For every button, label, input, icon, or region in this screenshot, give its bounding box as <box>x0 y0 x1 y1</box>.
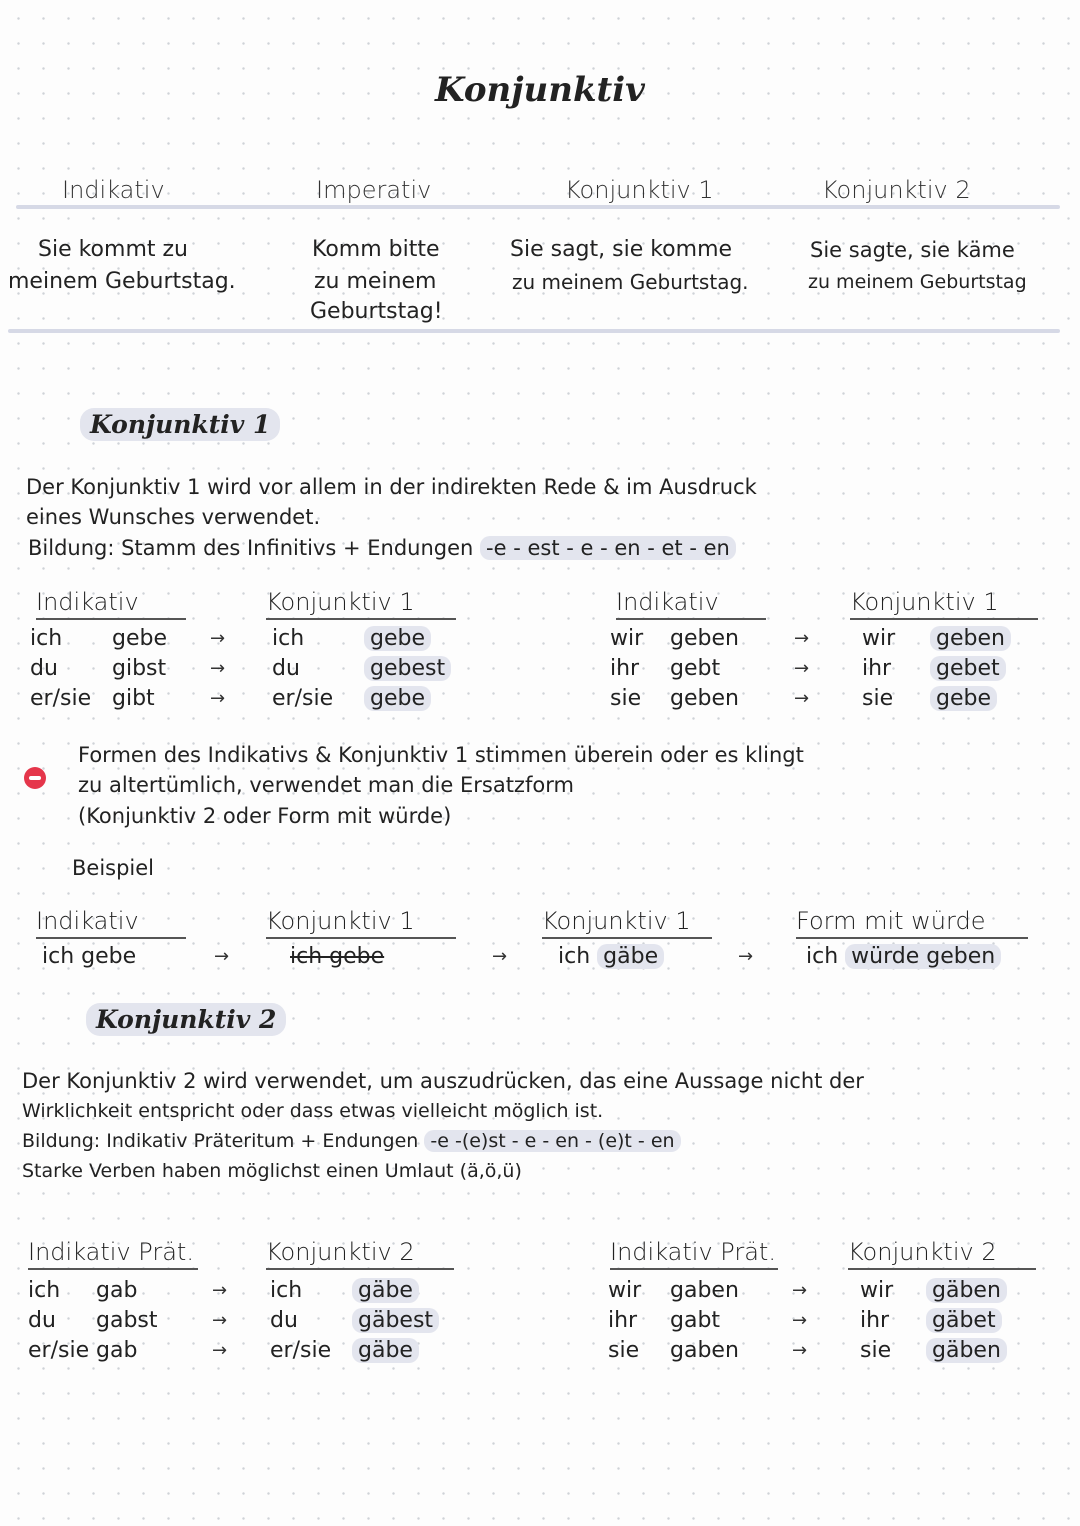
k1-arrows-pl <box>794 624 809 714</box>
pronoun: du <box>270 1308 298 1333</box>
arrow-icon: → <box>738 946 754 967</box>
overview-example-konjunktiv2-2: zu meinem Geburtstag <box>808 271 1027 293</box>
divider-bottom <box>8 329 1060 333</box>
example-konjunktiv1-replacement <box>558 942 664 972</box>
pronoun: du <box>272 656 300 681</box>
k1-bildung-text: Bildung: Stamm des Infinitivs + Endungen <box>28 536 474 560</box>
k2-pron-sg-k <box>270 1276 331 1366</box>
overview-example-konjunktiv1-1: Sie sagt, sie komme <box>510 237 733 262</box>
verb-form: gebe <box>364 686 431 711</box>
pronoun: er/sie <box>30 686 92 711</box>
verb-form: würde geben <box>845 944 1001 969</box>
overview-header-imperativ: Imperativ <box>316 176 432 204</box>
verb-form: gab <box>96 1278 138 1303</box>
warning-line2: zu altertümlich, verwendet man die Ersatzform <box>78 773 574 797</box>
k2-k-sg <box>352 1276 439 1366</box>
example-konjunktiv1-struck: ich gebe <box>290 944 385 969</box>
verb-form: gebest <box>364 656 451 681</box>
pronoun: sie <box>608 1338 640 1363</box>
example-indikativ-value: ich gebe <box>42 944 137 969</box>
k2-description-line2: Wirklichkeit entspricht oder dass etwas vielleicht möglich ist. <box>22 1100 604 1122</box>
pronoun: sie <box>610 686 642 711</box>
arrow-icon: → <box>492 946 508 967</box>
overview-header-indikativ: Indikativ <box>62 176 165 204</box>
arrow-icon: → <box>210 628 226 649</box>
verb-form: geben <box>930 626 1011 651</box>
arrow-icon: → <box>792 1310 808 1331</box>
pronoun: ihr <box>860 1308 890 1333</box>
k2-description-line1: Der Konjunktiv 2 wird verwendet, um auszudrücken, das eine Aussage nicht der <box>22 1069 864 1093</box>
overview-example-imperativ-2: zu meinem <box>314 269 437 294</box>
pronoun: du <box>30 656 58 681</box>
k1-description-line1: Der Konjunktiv 1 wird vor allem in der indirekten Rede & im Ausdruck <box>26 475 757 499</box>
verb-form: gebe <box>112 626 167 651</box>
pronoun: ich <box>272 626 305 651</box>
k1-k-sg <box>364 624 451 714</box>
pronoun: ich <box>270 1278 303 1303</box>
k1-ind-sg <box>112 624 167 714</box>
pronoun: ich <box>30 626 63 651</box>
k1-table-right-header-konjunktiv: Konjunktiv 1 <box>850 588 1038 620</box>
overview-example-imperativ-1: Komm bitte <box>312 237 440 262</box>
verb-form: gäbe <box>352 1278 419 1303</box>
k2-pronouns-sg <box>28 1276 89 1366</box>
verb-form: gibst <box>112 656 167 681</box>
pronoun: ihr <box>608 1308 638 1333</box>
verb-form: gebet <box>930 656 1006 681</box>
pronoun: wir <box>610 626 644 651</box>
beispiel-label: Beispiel <box>72 856 155 880</box>
k2-bildung <box>22 1126 681 1156</box>
pronoun: wir <box>608 1278 642 1303</box>
k2-bildung-text: Bildung: Indikativ Präteritum + Endungen <box>22 1130 419 1152</box>
k1-k-pl <box>930 624 1011 714</box>
k2-table-right-header-indikativ: Indikativ Prät. <box>610 1238 778 1270</box>
overview-example-indikativ-2: meinem Geburtstag. <box>8 269 236 294</box>
verb-form: gebt <box>670 656 721 681</box>
pronoun: sie <box>860 1338 892 1363</box>
verb-form: gabst <box>96 1308 158 1333</box>
pronoun: er/sie <box>270 1338 332 1363</box>
k1-table-right-header-indikativ: Indikativ <box>616 588 766 620</box>
arrow-icon: → <box>212 1310 228 1331</box>
verb-form: gäbe <box>352 1338 419 1363</box>
divider-top <box>16 205 1060 209</box>
arrow-icon: → <box>794 688 810 709</box>
k1-table-left-header-indikativ: Indikativ <box>36 588 186 620</box>
section-heading-konjunktiv1: Konjunktiv 1 <box>80 408 280 441</box>
verb-form: gäbet <box>926 1308 1002 1333</box>
k2-k-pl <box>926 1276 1007 1366</box>
example-header-wuerde: Form mit würde <box>796 907 1028 939</box>
overview-header-konjunktiv2: Konjunktiv 2 <box>822 176 971 204</box>
warning-line3: (Konjunktiv 2 oder Form mit würde) <box>78 804 452 828</box>
k2-arrows-sg <box>212 1276 227 1366</box>
verb-form: gaben <box>670 1338 739 1363</box>
overview-example-konjunktiv2-1: Sie sagte, sie käme <box>810 238 1015 262</box>
pronoun: er/sie <box>28 1338 90 1363</box>
arrow-icon: → <box>212 1340 228 1361</box>
overview-example-imperativ-3: Geburtstag! <box>310 299 443 324</box>
k1-arrows-sg <box>210 624 225 714</box>
arrow-icon: → <box>794 658 810 679</box>
k1-pron-sg-k <box>272 624 333 714</box>
arrow-icon: → <box>210 658 226 679</box>
k2-umlaut-note: Starke Verben haben möglichst einen Umlaut (ä,ö,ü) <box>22 1160 522 1182</box>
arrow-icon: → <box>212 1280 228 1301</box>
verb-form: gäbest <box>352 1308 439 1333</box>
k2-arrows-pl <box>792 1276 807 1366</box>
k1-endings: -e - est - e - en - et - en <box>480 536 736 560</box>
k1-pron-pl-k <box>862 624 895 714</box>
example-header-konjunktiv1-a: Konjunktiv 1 <box>266 907 456 939</box>
overview-example-indikativ-1: Sie kommt zu <box>38 237 188 262</box>
arrow-icon: → <box>794 628 810 649</box>
pronoun: er/sie <box>272 686 334 711</box>
verb-form: gabt <box>670 1308 721 1333</box>
k1-pronouns-sg <box>30 624 91 714</box>
verb-form: gebe <box>364 626 431 651</box>
arrow-icon: → <box>792 1340 808 1361</box>
verb-form: geben <box>670 686 739 711</box>
overview-header-konjunktiv1: Konjunktiv 1 <box>565 176 714 204</box>
pronoun: du <box>28 1308 56 1333</box>
arrow-icon: → <box>210 688 226 709</box>
verb-form: gäbe <box>597 944 664 969</box>
k1-ind-pl <box>670 624 739 714</box>
pronoun: sie <box>862 686 894 711</box>
k2-table-left-header-konjunktiv: Konjunktiv 2 <box>266 1238 454 1270</box>
pronoun: ich <box>558 944 591 969</box>
k2-ind-pl <box>670 1276 739 1366</box>
pronoun: ihr <box>610 656 640 681</box>
arrow-icon: → <box>792 1280 808 1301</box>
k1-bildung <box>28 533 736 563</box>
verb-form: gaben <box>670 1278 739 1303</box>
pronoun: ihr <box>862 656 892 681</box>
pronoun: ich <box>28 1278 61 1303</box>
page-title: Konjunktiv <box>435 70 645 110</box>
k2-pron-pl-k <box>860 1276 893 1366</box>
overview-example-konjunktiv1-2: zu meinem Geburtstag. <box>512 270 749 294</box>
verb-form: gibt <box>112 686 155 711</box>
k1-description-line2: eines Wunsches verwendet. <box>26 505 321 529</box>
k2-endings: -e -(e)st - e - en - (e)t - en <box>424 1130 680 1152</box>
example-header-konjunktiv1-b: Konjunktiv 1 <box>542 907 712 939</box>
verb-form: gebe <box>930 686 997 711</box>
section-heading-konjunktiv2: Konjunktiv 2 <box>86 1003 286 1036</box>
warning-line1: Formen des Indikativs & Konjunktiv 1 stimmen überein oder es klingt <box>78 743 804 767</box>
verb-form: gäben <box>926 1278 1007 1303</box>
k1-pronouns-pl <box>610 624 643 714</box>
k1-table-left-header-konjunktiv: Konjunktiv 1 <box>266 588 456 620</box>
pronoun: ich <box>806 944 839 969</box>
warning-stop-icon <box>24 767 46 789</box>
example-header-indikativ: Indikativ <box>36 907 186 939</box>
k2-ind-sg <box>96 1276 158 1366</box>
arrow-icon: → <box>214 946 230 967</box>
k2-table-right-header-konjunktiv: Konjunktiv 2 <box>848 1238 1036 1270</box>
pronoun: wir <box>862 626 896 651</box>
verb-form: geben <box>670 626 739 651</box>
example-wuerde-value <box>806 942 1001 972</box>
k2-table-left-header-indikativ: Indikativ Prät. <box>28 1238 198 1270</box>
verb-form: gäben <box>926 1338 1007 1363</box>
verb-form: gab <box>96 1338 138 1363</box>
k2-pronouns-pl <box>608 1276 641 1366</box>
pronoun: wir <box>860 1278 894 1303</box>
